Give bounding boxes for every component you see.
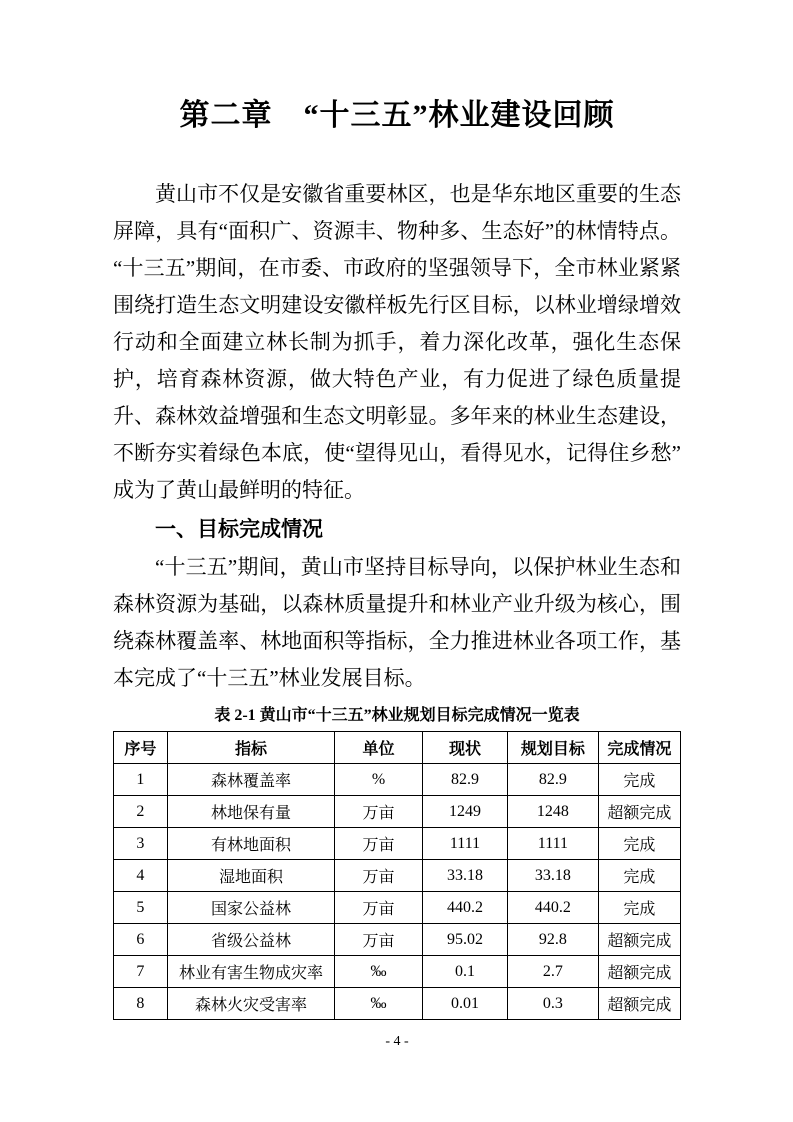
table-cell: 超额完成 [598, 988, 680, 1020]
table-row [114, 988, 681, 1020]
table-cell: 森林火灾受害率 [167, 988, 334, 1020]
table-cell: 森林覆盖率 [167, 764, 334, 796]
table-cell: 4 [114, 860, 168, 892]
table-cell: 8 [114, 988, 168, 1020]
table-cell: 1249 [422, 796, 507, 828]
chapter-title: 第二章 “十三五”林业建设回顾 [179, 99, 615, 132]
table-cell: 0.1 [422, 956, 507, 988]
page-number: - 4 - [385, 1034, 409, 1049]
table-row [114, 796, 681, 828]
table-row [114, 860, 681, 892]
column-header: 完成情况 [598, 732, 680, 764]
table-cell: 完成 [598, 764, 680, 796]
table-cell: 440.2 [422, 892, 507, 924]
table-header-row [114, 732, 681, 764]
planning-goals-table [113, 731, 681, 1020]
column-header: 单位 [335, 732, 423, 764]
table-cell: 1 [114, 764, 168, 796]
table-cell: 6 [114, 924, 168, 956]
table-cell: ‰ [335, 988, 423, 1020]
table-cell: ‰ [335, 956, 423, 988]
paragraph-goal-completion: “十三五”期间，黄山市坚持目标导向，以保护林业生态和森林资源为基础，以森林质量提升和林业产业升级为核心，围绕森林覆盖率、林地面积等指标，全力推进林业各项工作，基本完成了“十三五”林业发展目标。 [113, 555, 681, 690]
table-body [114, 764, 681, 1020]
table-cell: 湿地面积 [167, 860, 334, 892]
table-cell: 3 [114, 828, 168, 860]
table-cell: 完成 [598, 860, 680, 892]
section-heading-goal-completion: 一、目标完成情况 [155, 518, 323, 541]
table-cell: 万亩 [335, 860, 423, 892]
table-cell: 1248 [508, 796, 599, 828]
table-cell: 2.7 [508, 956, 599, 988]
table-cell: 1111 [422, 828, 507, 860]
table-cell: 省级公益林 [167, 924, 334, 956]
table-row [114, 828, 681, 860]
table-cell: 33.18 [422, 860, 507, 892]
column-header: 规划目标 [508, 732, 599, 764]
table-cell: 7 [114, 956, 168, 988]
table-cell: 0.01 [422, 988, 507, 1020]
table-cell: 2 [114, 796, 168, 828]
table-cell: % [335, 764, 423, 796]
column-header: 指标 [167, 732, 334, 764]
table-cell: 林业有害生物成灾率 [167, 956, 334, 988]
table-cell: 33.18 [508, 860, 599, 892]
table-cell: 5 [114, 892, 168, 924]
table-cell: 林地保有量 [167, 796, 334, 828]
table-cell: 完成 [598, 828, 680, 860]
table-cell: 1111 [508, 828, 599, 860]
table-cell: 完成 [598, 892, 680, 924]
table-row [114, 956, 681, 988]
table-cell: 国家公益林 [167, 892, 334, 924]
paragraph-intro: 黄山市不仅是安徽省重要林区，也是华东地区重要的生态屏障，具有“面积广、资源丰、物种多、生态好”的林情特点。“十三五”期间，在市委、市政府的坚强领导下，全市林业紧紧围绕打造生态文明建设安徽样板先行区目标，以林业增绿增效行动和全面建立林长制为抓手，着力深化改革，强化生态保护，培育森林资源，做大特色产业，有力促进了绿色质量提升、森林效益增强和生态文明彰显。多年来的林业生态建设，不断夯实着绿色本底，使“望得见山，看得见水，记得住乡愁”成为了黄山最鲜明的特征。 [113, 182, 681, 502]
table-cell: 万亩 [335, 892, 423, 924]
column-header: 序号 [114, 732, 168, 764]
table-cell: 82.9 [508, 764, 599, 796]
table-cell: 92.8 [508, 924, 599, 956]
table-row [114, 924, 681, 956]
table-cell: 超额完成 [598, 956, 680, 988]
table-cell: 万亩 [335, 924, 423, 956]
table-caption: 表 2-1 黄山市“十三五”林业规划目标完成情况一览表 [214, 707, 580, 724]
table-cell: 超额完成 [598, 796, 680, 828]
table-cell: 有林地面积 [167, 828, 334, 860]
table-cell: 82.9 [422, 764, 507, 796]
table-row [114, 764, 681, 796]
table-cell: 超额完成 [598, 924, 680, 956]
table-cell: 万亩 [335, 828, 423, 860]
table-cell: 0.3 [508, 988, 599, 1020]
table-cell: 万亩 [335, 796, 423, 828]
table-row [114, 892, 681, 924]
table-cell: 95.02 [422, 924, 507, 956]
column-header: 现状 [422, 732, 507, 764]
table-cell: 440.2 [508, 892, 599, 924]
